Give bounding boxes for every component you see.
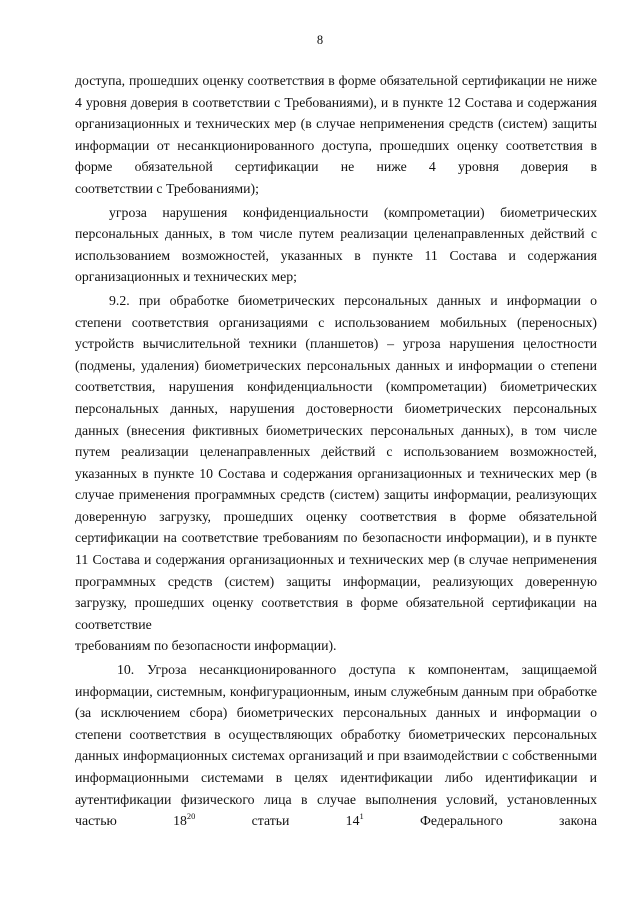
final-line-word: частью bbox=[75, 813, 117, 829]
final-line-word: закона bbox=[559, 813, 598, 829]
text-line: 9.2. при обработке биометрических персональных данных и информации о bbox=[109, 292, 597, 308]
text-line: ниже 4 уровня доверия в соответствии с Требованиями), и в пункте 12 Состава и bbox=[75, 73, 597, 110]
superscript: 1 bbox=[359, 810, 364, 821]
document-body bbox=[75, 70, 597, 832]
text-line: доступа, прошедших оценку соответствия в форме обязательной сертификации не bbox=[75, 73, 563, 88]
text-line: (систем) защиты информации, реализующих доверенную загрузку, прошедших bbox=[75, 573, 598, 611]
text-line: идентификации и аутентификации физического лица в случае выполнения условий, bbox=[75, 770, 598, 807]
text-line: информации о степени соответствия в осуществляющих обработку биометрических bbox=[75, 705, 598, 742]
text-line: с собственными информационными системами в целях идентификации либо bbox=[75, 748, 597, 785]
paragraph-3-end bbox=[75, 635, 597, 657]
text-line: организационных и технических мер; bbox=[75, 269, 297, 285]
paragraph-2 bbox=[75, 202, 597, 267]
paragraph-4 bbox=[75, 659, 597, 832]
text-line: требованиям по безопасности информации), и в пункте 11 Состава и содержания bbox=[75, 530, 597, 568]
text-line: (систем) защиты информации от несанкционированного доступа, прошедших оценку bbox=[75, 116, 597, 153]
page-number: 8 bbox=[316, 33, 324, 47]
text-line: персональных данных информационных системах организаций и при взаимодействии bbox=[75, 726, 597, 764]
text-line: биометрических персональных данных, нарушения достоверности биометрических bbox=[75, 379, 597, 416]
text-line: использованием возможностей, указанных в пункте 11 Состава и содержания bbox=[75, 247, 597, 263]
text-line: оценку соответствия в форме обязательной сертификации на соответствие bbox=[75, 508, 598, 546]
final-line-word: Федерального bbox=[419, 813, 503, 829]
text-line: данных), в том числе путем реализации целенаправленных действий с bbox=[75, 422, 597, 460]
text-line: персональных данных, в том числе путем реализации целенаправленных действий с bbox=[75, 226, 597, 242]
text-line: организационных и технических мер (в случае неприменения программных средств bbox=[75, 552, 597, 589]
text-line: угроза нарушения конфиденциальности (компрометации) биометрических bbox=[109, 204, 597, 220]
paragraph-1 bbox=[75, 70, 597, 178]
final-line-word: установленных bbox=[507, 791, 597, 807]
text-line: (систем) защиты информации, реализующих доверенную загрузку, прошедших bbox=[75, 487, 598, 524]
text-line: персональных данных (внесения фиктивных биометрических персональных bbox=[75, 400, 597, 438]
text-line: обработке (за исключением сбора) биометрических персональных данных и bbox=[75, 683, 597, 721]
text-line: содержания организационных и технических мер (в случае неприменения средств bbox=[75, 94, 598, 132]
text-line: степени соответствия организациями с использованием мобильных (переносных) bbox=[75, 314, 597, 330]
article-part-number: $18^{20}$ bbox=[173, 810, 196, 829]
text-line: соответствия в форме обязательной сертификации не ниже 4 уровня доверия в bbox=[75, 137, 598, 175]
paragraph-3 bbox=[75, 290, 597, 636]
superscript: 20 bbox=[186, 810, 196, 821]
text-line: организационных и технических мер (в случае применения программных средств bbox=[75, 465, 598, 503]
text-line: использованием возможностей, указанных в пункте 10 Состава и содержания bbox=[75, 444, 597, 481]
final-line-word: статьи bbox=[251, 813, 290, 829]
text-line: соответствии с Требованиями); bbox=[75, 180, 259, 196]
text-line: 10. Угроза несанкционированного доступа к компонентам, защищаемой bbox=[117, 662, 597, 678]
text-line: оценку соответствия в форме обязательной сертификации на соответствие bbox=[75, 595, 597, 632]
paragraph-1-end bbox=[75, 178, 597, 200]
article-number: $14^1$ bbox=[345, 810, 364, 829]
text-line: (подмены, удаления) биометрических персональных данных и информации о bbox=[75, 357, 545, 373]
text-line: устройств вычислительной техники (планшетов) – угроза нарушения целостности bbox=[75, 336, 597, 352]
text-line: информации, системным, конфигурационным, иным служебным данным при bbox=[75, 683, 534, 699]
paragraph-2-end bbox=[75, 266, 597, 288]
text-line: требованиям по безопасности информации). bbox=[75, 638, 337, 654]
text-line: степени соответствия, нарушения конфиденциальности (компрометации) bbox=[75, 357, 597, 395]
